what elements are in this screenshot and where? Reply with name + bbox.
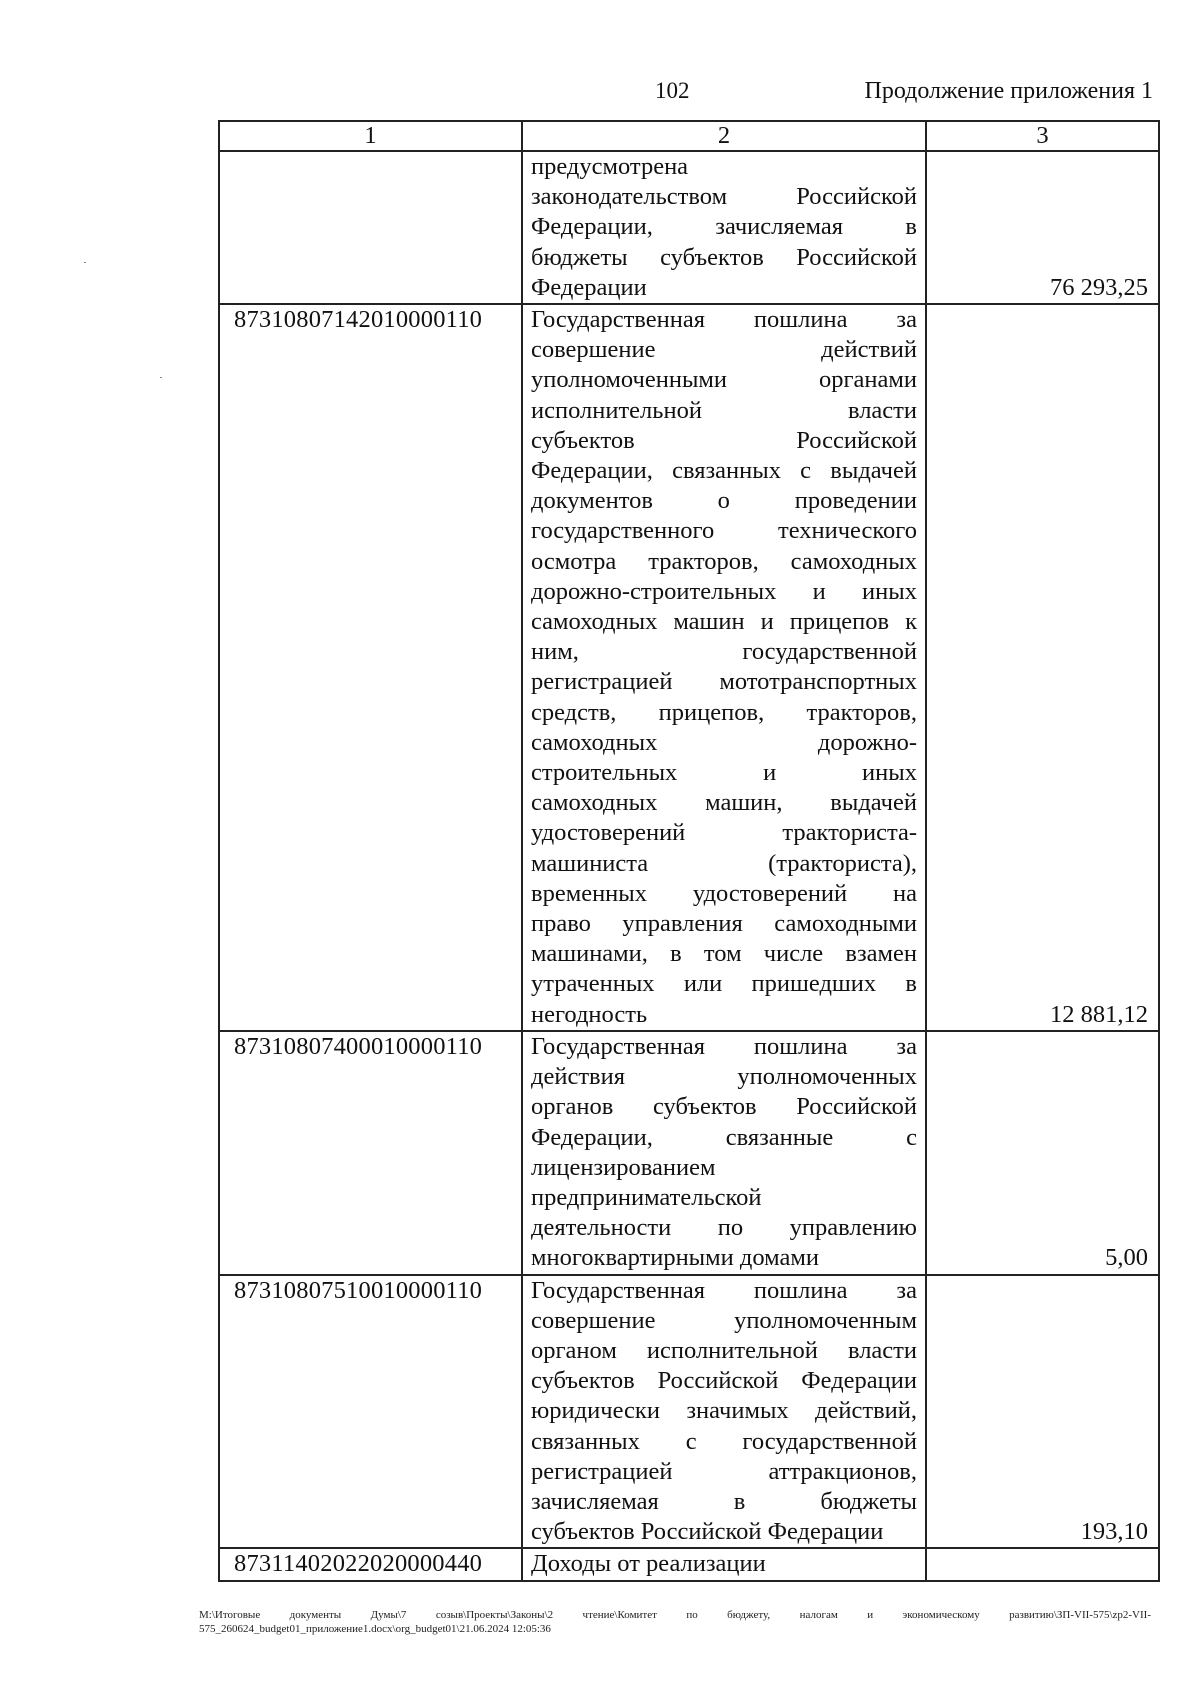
- revenue-description-cell: [522, 151, 926, 304]
- description-line: строительных и иных: [531, 759, 917, 787]
- description-line: предусмотрена: [531, 153, 689, 180]
- description-line: право управления самоходными: [531, 910, 917, 938]
- description-line: субъектов Российской: [531, 426, 917, 454]
- description-line: машиниста (тракториста),: [531, 849, 917, 877]
- description-line: связанных с государственной: [531, 1427, 917, 1455]
- revenue-description-cell: [522, 304, 926, 1031]
- description-line: Государственная пошлина за: [531, 306, 917, 334]
- description-line: предпринимательской: [531, 1183, 762, 1211]
- budget-table: [218, 120, 1160, 1582]
- description-line: совершение уполномоченным: [531, 1306, 917, 1334]
- description-line: исполнительной власти: [531, 396, 917, 424]
- classification-code: 87310807510010000110: [234, 1276, 483, 1304]
- classification-code-cell: [219, 1548, 522, 1580]
- description-line: органом исполнительной власти: [531, 1336, 917, 1364]
- description-line: негодность: [531, 1000, 648, 1028]
- description-line: документов о проведении: [531, 487, 917, 515]
- description-line: государственного технического: [531, 517, 917, 545]
- continuation-title: Продолжение приложения 1: [864, 78, 1153, 104]
- description-line: Федерации, зачисляемая в: [531, 213, 917, 241]
- revenue-description-cell: [522, 1275, 926, 1549]
- description-line: Федерации: [531, 273, 647, 301]
- table-row: [219, 151, 1159, 304]
- description-line: органов субъектов Российской: [531, 1093, 917, 1121]
- margin-mark: [84, 262, 86, 263]
- amount-cell: [926, 151, 1159, 304]
- classification-code: 87310807400010000110: [234, 1032, 483, 1060]
- description-line: регистрацией аттракционов,: [531, 1457, 917, 1485]
- description-line: утраченных или пришедших в: [531, 970, 917, 998]
- classification-code-cell: [219, 1275, 522, 1549]
- page-number: 102: [655, 78, 690, 103]
- amount-cell: [926, 1275, 1159, 1549]
- description-line: субъектов Российской Федерации: [531, 1367, 917, 1395]
- description-line: деятельности по управлению: [531, 1214, 917, 1242]
- description-line: средств, прицепов, тракторов,: [531, 698, 917, 726]
- description-line: уполномоченными органами: [531, 366, 917, 394]
- description-line: удостоверений тракториста-: [531, 819, 917, 847]
- amount-value: 193,10: [1080, 1518, 1148, 1546]
- column-header: 2: [522, 121, 926, 151]
- description-line: юридически значимых действий,: [531, 1397, 917, 1425]
- classification-code: 87310807142010000110: [234, 306, 483, 334]
- description-line: законодательством Российской: [531, 183, 917, 211]
- description-line: регистрацией мототранспортных: [531, 668, 917, 696]
- amount-value: 5,00: [1105, 1244, 1148, 1272]
- column-header: 1: [219, 121, 522, 151]
- description-line: зачисляемая в бюджеты: [531, 1487, 917, 1515]
- description-line: машинами, в том числе взамен: [531, 940, 917, 968]
- column-header: 3: [926, 121, 1159, 151]
- description-line: совершение действий: [531, 336, 917, 364]
- table-row: [219, 304, 1159, 1031]
- amount-value: 76 293,25: [1050, 273, 1148, 301]
- table-row: [219, 1275, 1159, 1549]
- description-line: лицензированием: [531, 1153, 716, 1181]
- description-line: Федерации, связанных с выдачей: [531, 457, 917, 485]
- description-line: Федерации, связанные с: [531, 1123, 917, 1151]
- table-row: [219, 1031, 1159, 1275]
- description-line: самоходных машин, выдачей: [531, 789, 917, 817]
- description-line: бюджеты субъектов Российской: [531, 243, 917, 271]
- description-line: дорожно-строительных и иных: [531, 577, 917, 605]
- description-line: ним, государственной: [531, 638, 917, 666]
- margin-mark: [160, 377, 162, 378]
- description-line: Государственная пошлина за: [531, 1276, 917, 1304]
- description-line: субъектов Российской Федерации: [531, 1518, 884, 1546]
- description-line: действия уполномоченных: [531, 1063, 917, 1091]
- description-line: Государственная пошлина за: [531, 1032, 917, 1060]
- classification-code-cell: [219, 1031, 522, 1275]
- classification-code: 87311402022020000440: [234, 1550, 483, 1578]
- amount-cell: [926, 1548, 1159, 1580]
- amount-cell: [926, 1031, 1159, 1275]
- amount-value: 12 881,12: [1050, 1000, 1148, 1028]
- description-line: осмотра тракторов, самоходных: [531, 547, 917, 575]
- file-path-footer: М:\Итоговые документы Думы\7 созыв\Проекты\Законы\2 чтение\Комитет по бюджету, налогам и экономическому развитию\ЗП-VII-575\zp2-VII-575_260624_budget01_приложение1.docx\org_budget01\21.06.2024 12:05:36: [199, 1609, 1151, 1635]
- classification-code-cell: [219, 304, 522, 1031]
- description-line: самоходных машин и прицепов к: [531, 608, 917, 636]
- description-line: многоквартирными домами: [531, 1244, 819, 1272]
- description-line: временных удостоверений на: [531, 879, 917, 907]
- table-row: [219, 1548, 1159, 1580]
- amount-cell: [926, 304, 1159, 1031]
- classification-code-cell: [219, 151, 522, 304]
- revenue-description-cell: [522, 1031, 926, 1275]
- revenue-description-cell: [522, 1548, 926, 1580]
- description-line: самоходных дорожно-: [531, 728, 917, 756]
- description-line: Доходы от реализации: [531, 1550, 766, 1578]
- column-number-row: [219, 121, 1159, 151]
